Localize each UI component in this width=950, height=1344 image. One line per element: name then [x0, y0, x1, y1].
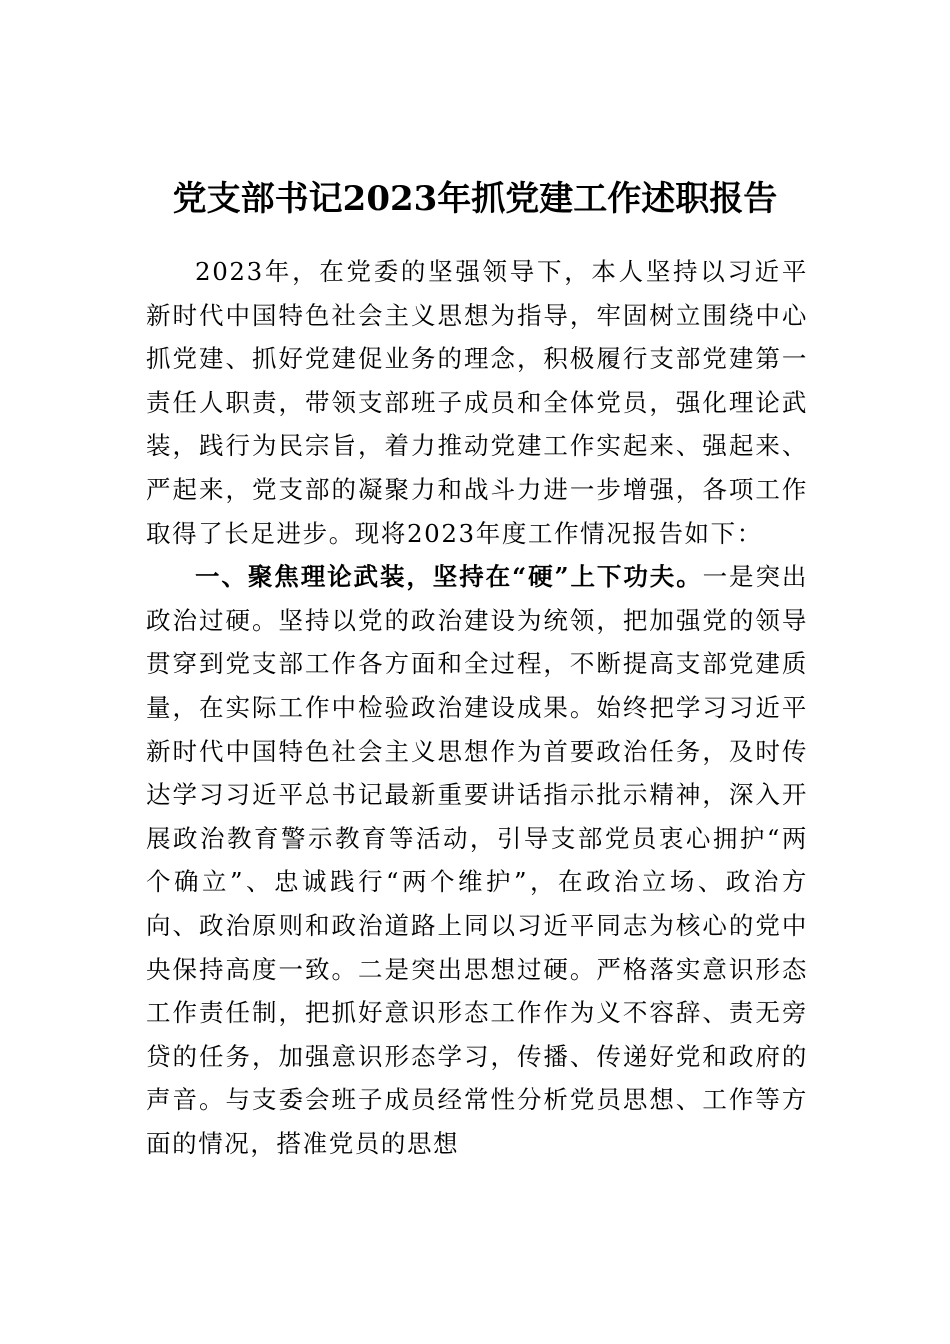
paragraph-intro	[146, 250, 808, 555]
paragraph-section-1	[146, 555, 808, 1165]
document-title: 党支部书记2023年抓党建工作述职报告	[172, 179, 778, 219]
document-body	[146, 250, 808, 1165]
section-1-text: 一是突出政治过硬。坚持以党的政治建设为统领，把加强党的领导贯穿到党支部工作各方面和全过程，不断提高支部党建质量，在实际工作中检验政治建设成果。始终把学习习近平新时代中国特色社会主义思想作为首要政治任务，及时传达学习习近平总书记最新重要讲话指示批示精神，深入开展政治教育警示教育等活动，引导支部党员衷心拥护“两个确立”、忠诚践行“两个维护”，在政治立场、政治方向、政治原则和政治道路上同以习近平同志为核心的党中央保持高度一致。二是突出思想过硬。严格落实意识形态工作责任制，把抓好意识形态工作作为义不容辞、责无旁贷的任务，加强意识形态学习，传播、传递好党和政府的声音。与支委会班子成员经常性分析党员思想、工作等方面的情况，搭准党员的思想	[146, 562, 808, 1158]
paragraph-intro-text: 2023年，在党委的坚强领导下，本人坚持以习近平新时代中国特色社会主义思想为指导，牢固树立围绕中心抓党建、抓好党建促业务的理念，积极履行支部党建第一责任人职责，带领支部班子成员和全体党员，强化理论武装，践行为民宗旨，着力推动党建工作实起来、强起来、严起来，党支部的凝聚力和战斗力进一步增强，各项工作取得了长足进步。现将2023年度工作情况报告如下：	[146, 257, 808, 548]
section-1-heading: 一、聚焦理论武装，坚持在“硬”上下功夫。	[195, 562, 703, 592]
